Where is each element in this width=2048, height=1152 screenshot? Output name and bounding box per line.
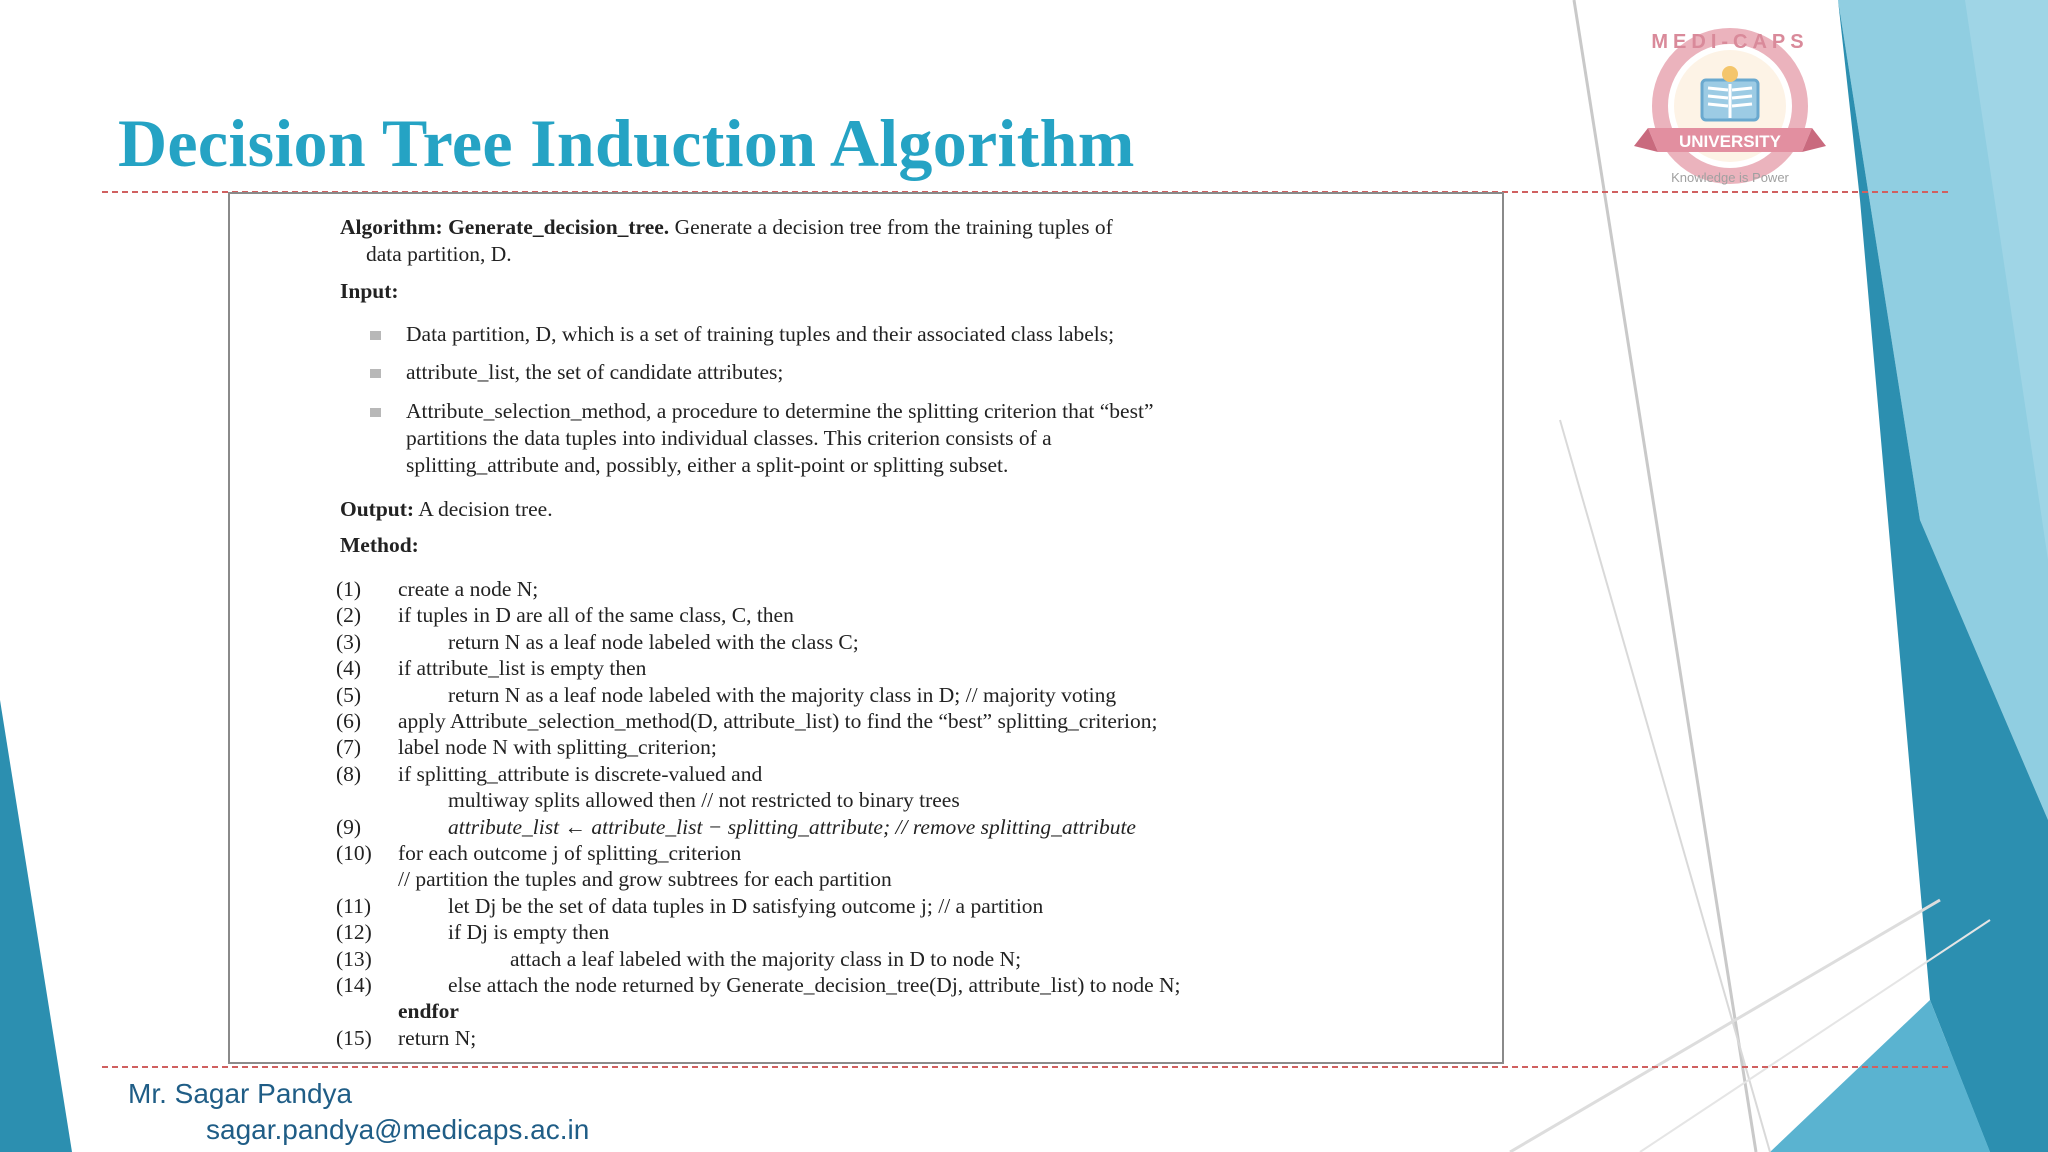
output-text: A decision tree. xyxy=(414,497,553,521)
method-label: Method: xyxy=(340,533,419,557)
step-number: (12) xyxy=(336,920,372,944)
logo-tagline: Knowledge is Power xyxy=(1671,170,1789,185)
input-item-3: Attribute_selection_method, a procedure to determine the splitting criterion that “best” xyxy=(406,399,1154,423)
step-number: (15) xyxy=(336,1026,372,1050)
step-number: (5) xyxy=(336,683,362,707)
bullet-icon xyxy=(370,331,381,340)
step-endfor: endfor xyxy=(398,999,459,1023)
output-label: Output: xyxy=(340,497,415,521)
step-comment: // partition the tuples and grow subtrees for each partition xyxy=(398,867,892,891)
algorithm-header xyxy=(340,214,1113,241)
step-text: attach a leaf labeled with the majority class in D to node N; xyxy=(510,947,1022,971)
step-number: (13) xyxy=(336,947,372,971)
step-text: if tuples in D are all of the same class, C, then xyxy=(398,603,794,627)
input-label: Input: xyxy=(340,279,399,303)
step-text: multiway splits allowed then // not restricted to binary trees xyxy=(448,788,960,812)
bottom-divider xyxy=(102,1066,1948,1068)
output-line xyxy=(340,496,553,523)
step-text: label node N with splitting_criterion; xyxy=(398,735,717,759)
step-text: return N as a leaf node labeled with the majority class in D; // majority voting xyxy=(448,683,1117,707)
step-text: return N as a leaf node labeled with the class C; xyxy=(448,630,859,654)
author-email[interactable]: sagar.pandya@medicaps.ac.in xyxy=(206,1114,590,1145)
step-number: (10) xyxy=(336,841,372,865)
algorithm-box xyxy=(228,192,1504,1064)
step-number: (7) xyxy=(336,735,362,759)
algorithm-description: Generate a decision tree from the training tuples of xyxy=(669,215,1113,239)
author-name: Mr. Sagar Pandya xyxy=(128,1078,353,1109)
step-text: apply Attribute_selection_method(D, attribute_list) to find the “best” splitting_criterion; xyxy=(398,709,1158,733)
svg-text:MEDI-CAPS: MEDI-CAPS xyxy=(1651,31,1809,53)
step-text: return N; xyxy=(398,1026,477,1050)
step-number: (11) xyxy=(336,894,372,918)
algorithm-name: Algorithm: Generate_decision_tree. xyxy=(340,215,670,239)
step-text: if Dj is empty then xyxy=(448,920,610,944)
step-number: (1) xyxy=(336,577,362,601)
slide-title: Decision Tree Induction Algorithm xyxy=(118,105,1135,181)
step-number: (6) xyxy=(336,709,362,733)
step-text: else attach the node returned by Generate_decision_tree(Dj, attribute_list) to node N; xyxy=(448,973,1181,997)
step-text: create a node N; xyxy=(398,577,539,601)
step-number: (2) xyxy=(336,603,362,627)
algorithm-header-line2: data partition, D. xyxy=(366,242,512,266)
bullet-icon xyxy=(370,369,381,378)
step-number: (9) xyxy=(336,815,362,839)
step-text: if splitting_attribute is discrete-valued and xyxy=(398,762,763,786)
step-text: if attribute_list is empty then xyxy=(398,656,647,680)
input-item-2: attribute_list, the set of candidate attributes; xyxy=(406,360,784,384)
step-text: let Dj be the set of data tuples in D satisfying outcome j; // a partition xyxy=(448,894,1044,918)
step-text: attribute_list ← attribute_list − splitting_attribute; // remove splitting_attribute xyxy=(448,815,1136,839)
input-item-3-cont: partitions the data tuples into individual classes. This criterion consists of a xyxy=(406,426,1052,450)
step-number: (14) xyxy=(336,973,372,997)
step-number: (8) xyxy=(336,762,362,786)
input-item-1: Data partition, D, which is a set of training tuples and their associated class labels; xyxy=(406,322,1115,346)
step-text: for each outcome j of splitting_criterion xyxy=(398,841,742,865)
step-number: (3) xyxy=(336,630,362,654)
step-number: (4) xyxy=(336,656,362,680)
svg-text:UNIVERSITY: UNIVERSITY xyxy=(1678,132,1782,151)
bullet-icon xyxy=(370,408,381,417)
input-item-3-cont2: splitting_attribute and, possibly, either a split-point or splitting subset. xyxy=(406,453,1009,477)
